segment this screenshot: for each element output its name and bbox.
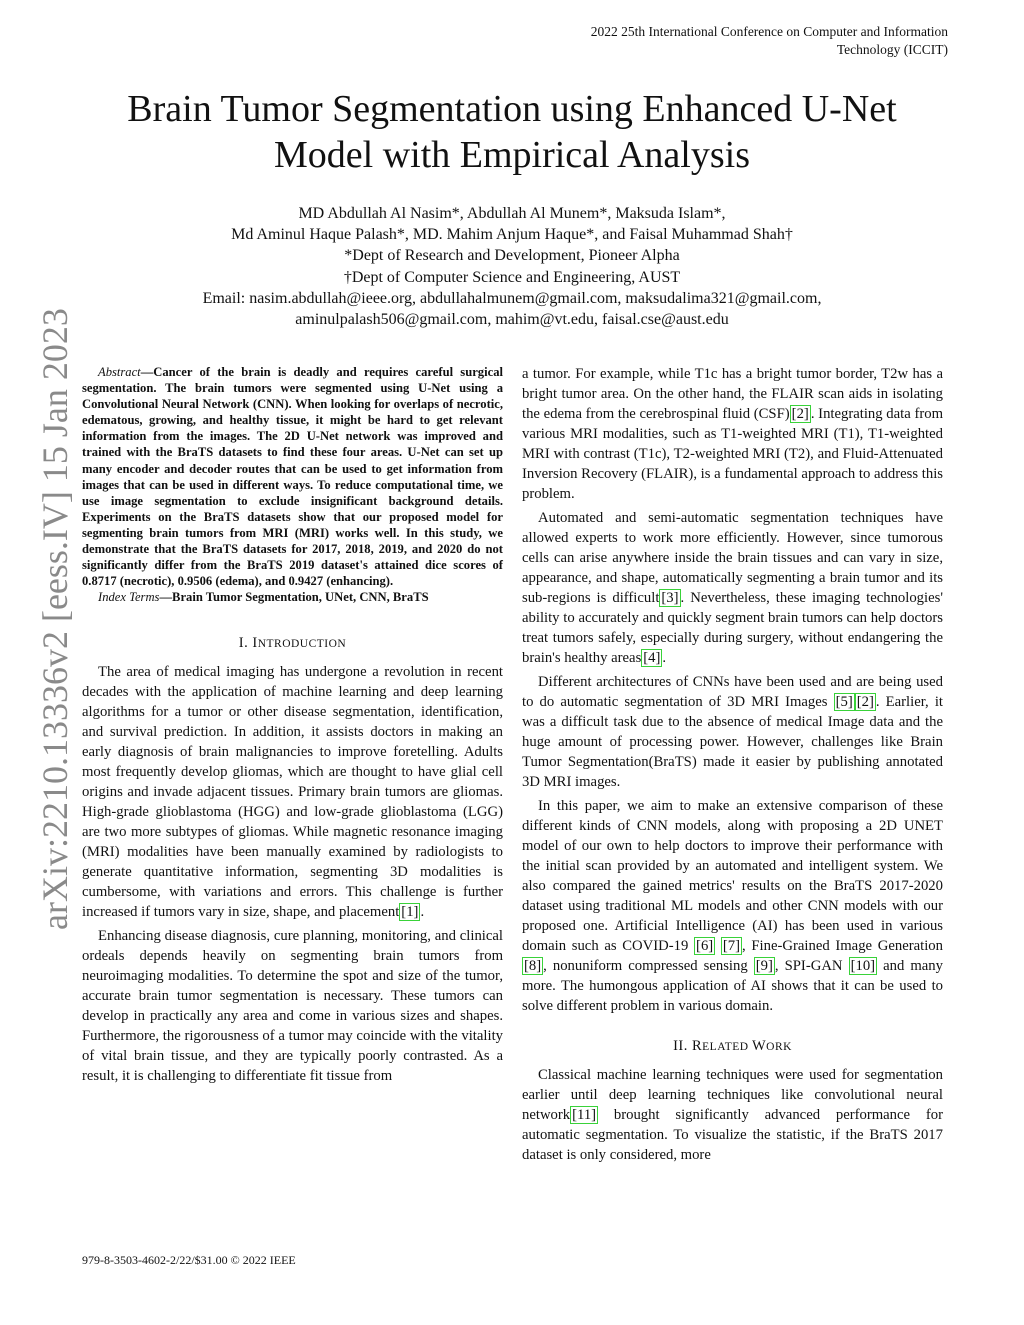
right-column <box>522 364 943 1165</box>
citation-link[interactable]: [3] <box>661 590 679 606</box>
affiliation-1: *Dept of Research and Development, Pioneer Alpha <box>344 247 680 265</box>
conference-header <box>518 23 948 59</box>
citation-link[interactable]: [7] <box>722 938 741 954</box>
intro-paragraph-2: Enhancing disease diagnosis, cure planning, monitoring, and clinical ordeals depends heavily on segmenting brain tumors from neuroimaging modalities. To determine the spot and size of the tumor, accurate brain tumor segmentation is necessary. These tumors can develop in practically any area and come in various sizes and shapes. Furthermore, the rigorousness of a tumor may coincide with the vitality of vital brain tissue, and they are typically poorly contrasted. As a result, it is challenging to differentiate fit tissue from <box>82 928 503 1085</box>
right-paragraph-1: a tumor. For example, while T1c has a bright tumor border, T2w has a bright tumor area. On the other hand, the FLAIR scan aids in isolating the edema from the cerebrospinal fluid (CSF) [2] . Integrating data from various MRI modalities, such as T1-weighted MRI (T1), T1-weighted MRI with contrast (T1c), T2-weighted MRI (T2), and Fluid-Attenuated Inversion Recovery (FLAIR), is a fundamental approach to address this problem. <box>522 366 944 502</box>
section-related-work-heading: II. RELATED WORK <box>673 1038 792 1054</box>
conference-line-1: 2022 25th International Conference on Computer and Information <box>590 24 948 39</box>
left-column <box>82 364 503 1086</box>
author-line-2: Md Aminul Haque Palash*, MD. Mahim Anjum Haque*, and Faisal Muhammad Shah† <box>231 226 793 244</box>
index-terms-text: —Brain Tumor Segmentation, UNet, CNN, BraTS <box>159 590 429 605</box>
author-line-1: MD Abdullah Al Nasim*, Abdullah Al Munem*, Maksuda Islam*, <box>298 205 726 222</box>
email-line-2: aminulpalash506@gmail.com, mahim@vt.edu, faisal.cse@aust.edu <box>295 311 729 329</box>
conference-line-2: Technology (ICCIT) <box>836 42 948 57</box>
index-terms-label: Index Terms <box>98 590 160 605</box>
citation-link[interactable]: [1] <box>401 904 419 921</box>
right-paragraph-3: Different architectures of CNNs have been used and are being used to do automatic segmentation of 3D MRI Images [5] [2] . Earlier, it was a difficult task due to the absence of medical Image data and the huge amount of processing power. However, challenges like Brain Tumor Segmentation(BraTS) made it easier by publishing annotated 3D MRI images. <box>522 674 943 790</box>
citation-link[interactable]: [5] <box>835 694 853 710</box>
related-paragraph-1: Classical machine learning techniques were used for segmentation earlier until deep learning techniques like convolutional neural network [11] brought significantly advanced performance for automatic segmentation. To visualize the statistic, if the BraTS 2017 dataset is only considered, more <box>522 1067 943 1163</box>
citation-link[interactable]: [10] <box>850 958 876 974</box>
copyright-footer: 979-8-3503-4602-2/22/$31.00 © 2022 IEEE <box>82 1253 296 1267</box>
citation-link[interactable]: [6] <box>696 938 714 954</box>
abstract-label: Abstract <box>98 365 141 379</box>
index-terms <box>82 589 503 605</box>
abstract-text: —Cancer of the brain is deadly and requires careful surgical segmentation. The brain tumors were segmented using U-Net using a Convolutional Neural Network (CNN). When looking for overlaps of necrotic, edematous, growing, and healthy tissue, it might be hard to get relevant information from the images. The 2D U-Net network was improved and trained with the BraTS datasets to find these four areas. U-Net can set up many encoder and decoder routes that can be used to get information from images that can be used in different ways. To reduce computational time, we use image segmentation to exclude insignificant background details. Experiments on the BraTS datasets show that our proposed model for segmenting brain tumors from MRI (MRI) works well. In this study, we demonstrate that the BraTS datasets for 2017, 2018, 2019, and 2020 do not significantly differ from the BraTS 2019 dataset's attained dice scores of 0.8717 (necrotic), 0.9506 (edema), and 0.9427 (enhancing). <box>82 365 503 589</box>
right-paragraph-4: In this paper, we aim to make an extensive comparison of these different kinds of CNN models, along with proposing a 2D UNET model of our own to help doctors to improve their performance with the initial scan provided by an automated and intelligent system. We also compared the gained metrics' results on the BraTS 2017-2020 dataset using traditional ML models and other CNN models with our proposed one. Artificial Intelligence (AI) has been used in various domain such as COVID-19 [6] [7] , Fine-Grained Image Generation [8] , nonuniform compressed sensing [9] , SPI-GAN [10] and many more. The humongous application of AI shows that it can be used to solve different problem in various domain. <box>522 798 943 1014</box>
citation-link[interactable]: [2] <box>856 694 874 710</box>
citation-link[interactable]: [8] <box>524 958 542 974</box>
citation-link[interactable]: [9] <box>755 958 773 974</box>
citation-link[interactable]: [11] <box>572 1107 597 1123</box>
paper-title <box>60 86 964 178</box>
section-introduction-heading: I. INTRODUCTION <box>238 635 347 652</box>
citation-link[interactable]: [4] <box>643 650 661 666</box>
author-block <box>60 203 964 330</box>
title-line-2: Model with Empirical Analysis <box>273 134 750 176</box>
citation-link[interactable]: [2] <box>791 406 809 422</box>
email-line-1: Email: nasim.abdullah@ieee.org, abdullahalmunem@gmail.com, maksudalima321@gmail.com, <box>202 289 822 307</box>
abstract <box>82 364 503 589</box>
title-line-1: Brain Tumor Segmentation using Enhanced U-Net <box>127 88 897 130</box>
arxiv-stamp: arXiv:2210.13336v2 [eess.IV] 15 Jan 2023 <box>35 308 75 930</box>
intro-paragraph-1: The area of medical imaging has undergone a revolution in recent decades with the application of machine learning and deep learning algorithms for a tumor or other disease segmentation, identification, and survival prediction. In addition, it assists doctors in making an early diagnosis of brain malignancies to improve foretelling. Adults most frequently develop gliomas, which are thought to have glial cell origins and invade adjacent tissues. Primary brain tumors are gliomas. High-grade glioblastoma (HGG) and low-grade glioblastoma (LGG) are two more subtypes of gliomas. While magnetic resonance imaging (MRI) modalities have been manually examined by radiologists to generate quantitative information, segmenting 3D modalities is cumbersome, with variations and errors. This challenge is further increased if tumors vary in size, shape, and placement [1] . <box>82 664 503 921</box>
affiliation-2: †Dept of Computer Science and Engineering, AUST <box>343 268 681 286</box>
right-paragraph-2: Automated and semi-automatic segmentation techniques have allowed experts to work more efficiently. However, since tumorous cells can arise anywhere inside the brain tissues and can vary in size, appearance, and shape, automatically segmenting a brain tumor and its sub-regions is difficult [3] . Nevertheless, these imaging technologies' ability to accurately and quickly segment brain tumors can help doctors treat tumors safely, especially during surgery, without endangering the brain's healthy areas [4] . <box>522 510 943 666</box>
